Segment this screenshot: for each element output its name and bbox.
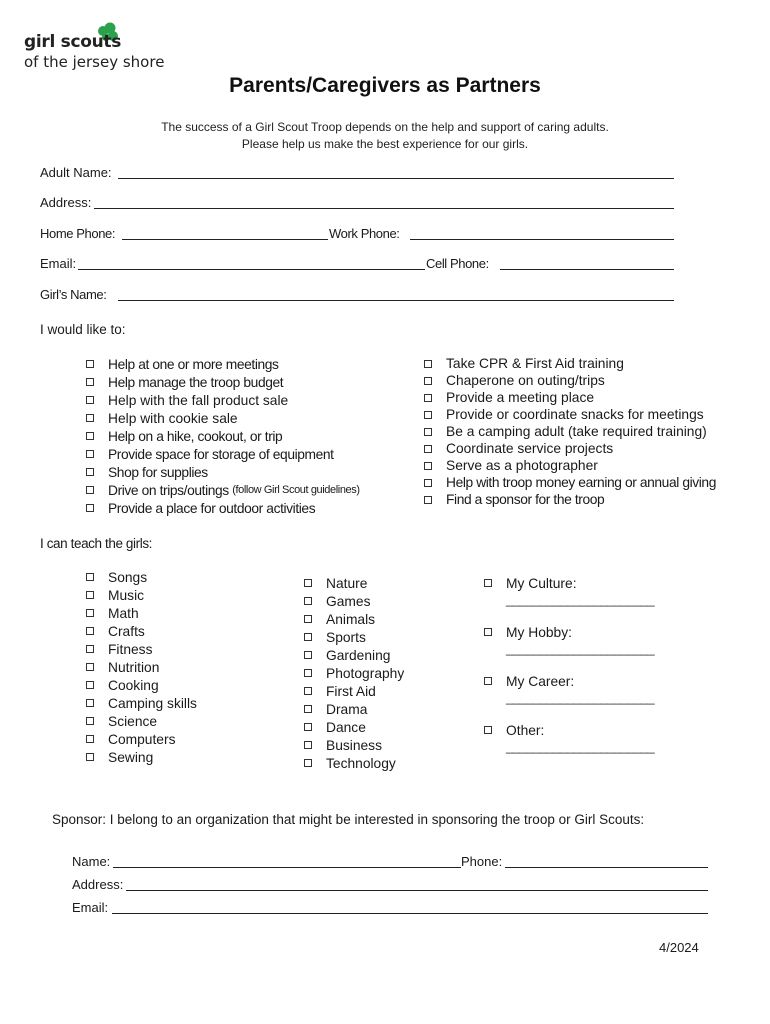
page-title: Parents/Caregivers as Partners bbox=[229, 74, 541, 97]
other-blank[interactable]: ______________________ bbox=[506, 739, 655, 754]
checkbox[interactable] bbox=[86, 486, 94, 494]
checkbox[interactable] bbox=[86, 717, 94, 725]
checkbox[interactable] bbox=[424, 462, 432, 470]
checkbox[interactable] bbox=[86, 591, 94, 599]
would-like-item[interactable]: Find a sponsor for the troop bbox=[424, 491, 716, 508]
teach-col-1 bbox=[86, 568, 197, 766]
teach-item[interactable]: Technology bbox=[304, 754, 404, 772]
checkbox[interactable] bbox=[304, 723, 312, 731]
checkbox[interactable] bbox=[86, 663, 94, 671]
teach-item[interactable]: Games bbox=[304, 592, 404, 610]
checkbox[interactable] bbox=[86, 396, 94, 404]
teach-item[interactable]: Gardening bbox=[304, 646, 404, 664]
checkbox[interactable] bbox=[86, 753, 94, 761]
checkbox[interactable] bbox=[304, 651, 312, 659]
logo-wordmark: girl scouts bbox=[24, 32, 122, 52]
sponsor-name-label: Name: bbox=[72, 854, 111, 869]
checkbox[interactable] bbox=[484, 677, 492, 685]
checkbox[interactable] bbox=[86, 414, 94, 422]
would-like-item[interactable]: Be a camping adult (take required training) bbox=[424, 423, 716, 440]
home-phone-label: Home Phone: bbox=[40, 226, 116, 241]
checkbox[interactable] bbox=[424, 445, 432, 453]
would-like-item[interactable]: Provide a meeting place bbox=[424, 389, 716, 406]
checkbox[interactable] bbox=[86, 573, 94, 581]
checkbox[interactable] bbox=[86, 468, 94, 476]
hobby-blank[interactable]: ______________________ bbox=[506, 641, 655, 656]
teach-item[interactable]: First Aid bbox=[304, 682, 404, 700]
checkbox[interactable] bbox=[86, 360, 94, 368]
drive-guideline-note: (follow Girl Scout guidelines) bbox=[232, 484, 360, 496]
teach-item[interactable]: Sewing bbox=[86, 748, 197, 766]
address-field[interactable] bbox=[94, 208, 674, 209]
would-like-item[interactable]: Help with cookie sale bbox=[86, 409, 360, 427]
checkbox[interactable] bbox=[304, 687, 312, 695]
would-like-item[interactable]: Help at one or more meetings bbox=[86, 355, 360, 373]
checkbox[interactable] bbox=[424, 360, 432, 368]
would-like-right-list bbox=[424, 355, 716, 508]
checkbox[interactable] bbox=[304, 579, 312, 587]
revision-date: 4/2024 bbox=[659, 940, 699, 955]
teach-item[interactable]: Crafts bbox=[86, 622, 197, 640]
would-like-left-list bbox=[86, 355, 360, 517]
teach-item[interactable]: Photography bbox=[304, 664, 404, 682]
work-phone-label: Work Phone: bbox=[329, 226, 400, 241]
career-option[interactable]: My Career: ______________________ bbox=[484, 672, 654, 705]
logo-council-name: of the jersey shore bbox=[24, 53, 165, 71]
cell-phone-label: Cell Phone: bbox=[426, 256, 489, 271]
home-phone-field[interactable] bbox=[122, 239, 328, 240]
teach-item[interactable]: Camping skills bbox=[86, 694, 197, 712]
checkbox[interactable] bbox=[86, 609, 94, 617]
would-like-item[interactable]: Help on a hike, cookout, or trip bbox=[86, 427, 360, 445]
sponsor-address-label: Address: bbox=[72, 877, 124, 892]
teach-col-2 bbox=[304, 574, 404, 772]
checkbox[interactable] bbox=[86, 378, 94, 386]
checkbox[interactable] bbox=[86, 699, 94, 707]
checkbox[interactable] bbox=[86, 681, 94, 689]
checkbox[interactable] bbox=[304, 741, 312, 749]
email-label: Email: bbox=[40, 256, 77, 271]
checkbox[interactable] bbox=[484, 628, 492, 636]
adult-name-field[interactable] bbox=[118, 178, 674, 179]
would-like-item[interactable]: Chaperone on outing/trips bbox=[424, 372, 716, 389]
checkbox[interactable] bbox=[86, 450, 94, 458]
teach-item[interactable]: Songs bbox=[86, 568, 197, 586]
would-like-item[interactable]: Take CPR & First Aid training bbox=[424, 355, 716, 372]
checkbox[interactable] bbox=[86, 627, 94, 635]
sponsor-text: Sponsor: I belong to an organization that might be interested in sponsoring the troop or Girl Scouts: bbox=[52, 812, 645, 827]
teach-item[interactable]: Nutrition bbox=[86, 658, 197, 676]
career-blank[interactable]: ______________________ bbox=[506, 690, 655, 705]
cell-phone-field[interactable] bbox=[500, 269, 674, 270]
intro-line-2: Please help us make the best experience for our girls. bbox=[241, 137, 529, 151]
would-like-item[interactable]: Drive on trips/outings (follow Girl Scout guidelines) bbox=[86, 481, 360, 499]
checkbox[interactable] bbox=[304, 597, 312, 605]
would-like-item[interactable]: Serve as a photographer bbox=[424, 457, 716, 474]
would-like-label: I would like to: bbox=[40, 322, 126, 337]
would-like-item[interactable]: Help manage the troop budget bbox=[86, 373, 360, 391]
girls-name-label: Girl’s Name: bbox=[40, 287, 107, 302]
checkbox[interactable] bbox=[484, 726, 492, 734]
checkbox[interactable] bbox=[86, 645, 94, 653]
would-like-item[interactable]: Provide a place for outdoor activities bbox=[86, 499, 360, 517]
teach-item[interactable]: Science bbox=[86, 712, 197, 730]
checkbox[interactable] bbox=[424, 377, 432, 385]
culture-option[interactable]: My Culture: ______________________ bbox=[484, 574, 654, 607]
sponsor-email-label: Email: bbox=[72, 900, 109, 915]
work-phone-field[interactable] bbox=[410, 239, 674, 240]
would-like-item[interactable]: Provide or coordinate snacks for meetings bbox=[424, 406, 716, 423]
would-like-item[interactable]: Provide space for storage of equipment bbox=[86, 445, 360, 463]
teach-item[interactable]: Nature bbox=[304, 574, 404, 592]
checkbox[interactable] bbox=[484, 579, 492, 587]
would-like-item[interactable]: Help with the fall product sale bbox=[86, 391, 360, 409]
sponsor-phone-field[interactable] bbox=[505, 867, 708, 868]
teach-item[interactable]: Dance bbox=[304, 718, 404, 736]
checkbox[interactable] bbox=[424, 394, 432, 402]
teach-item[interactable]: Music bbox=[86, 586, 197, 604]
culture-blank[interactable]: ______________________ bbox=[506, 592, 655, 607]
teach-item[interactable]: Animals bbox=[304, 610, 404, 628]
checkbox[interactable] bbox=[304, 633, 312, 641]
teach-item[interactable]: Drama bbox=[304, 700, 404, 718]
checkbox[interactable] bbox=[86, 735, 94, 743]
teach-item[interactable]: Sports bbox=[304, 628, 404, 646]
teach-item[interactable]: Computers bbox=[86, 730, 197, 748]
teach-item[interactable]: Cooking bbox=[86, 676, 197, 694]
teach-item[interactable]: Math bbox=[86, 604, 197, 622]
teach-label: I can teach the girls: bbox=[40, 536, 153, 551]
checkbox[interactable] bbox=[304, 615, 312, 623]
intro-line-1: The success of a Girl Scout Troop depends on the help and support of caring adults. bbox=[161, 120, 609, 134]
would-like-item[interactable]: Coordinate service projects bbox=[424, 440, 716, 457]
teach-item[interactable]: Fitness bbox=[86, 640, 197, 658]
other-option[interactable]: Other: ______________________ bbox=[484, 721, 654, 754]
girls-name-field[interactable] bbox=[118, 300, 674, 301]
sponsor-name-field[interactable] bbox=[113, 867, 461, 868]
checkbox[interactable] bbox=[86, 432, 94, 440]
checkbox[interactable] bbox=[304, 705, 312, 713]
checkbox[interactable] bbox=[304, 759, 312, 767]
girl-scouts-logo bbox=[24, 22, 184, 72]
sponsor-address-field[interactable] bbox=[126, 890, 708, 891]
checkbox[interactable] bbox=[424, 428, 432, 436]
checkbox[interactable] bbox=[304, 669, 312, 677]
checkbox[interactable] bbox=[424, 411, 432, 419]
would-like-item[interactable]: Help with troop money earning or annual giving bbox=[424, 474, 716, 491]
adult-name-label: Adult Name: bbox=[40, 165, 112, 180]
checkbox[interactable] bbox=[424, 496, 432, 504]
sponsor-phone-label: Phone: bbox=[461, 854, 503, 869]
checkbox[interactable] bbox=[424, 479, 432, 487]
email-field[interactable] bbox=[78, 269, 425, 270]
sponsor-email-field[interactable] bbox=[112, 913, 708, 914]
teach-item[interactable]: Business bbox=[304, 736, 404, 754]
would-like-item[interactable]: Shop for supplies bbox=[86, 463, 360, 481]
hobby-option[interactable]: My Hobby: ______________________ bbox=[484, 623, 654, 656]
address-label: Address: bbox=[40, 195, 92, 210]
checkbox[interactable] bbox=[86, 504, 94, 512]
